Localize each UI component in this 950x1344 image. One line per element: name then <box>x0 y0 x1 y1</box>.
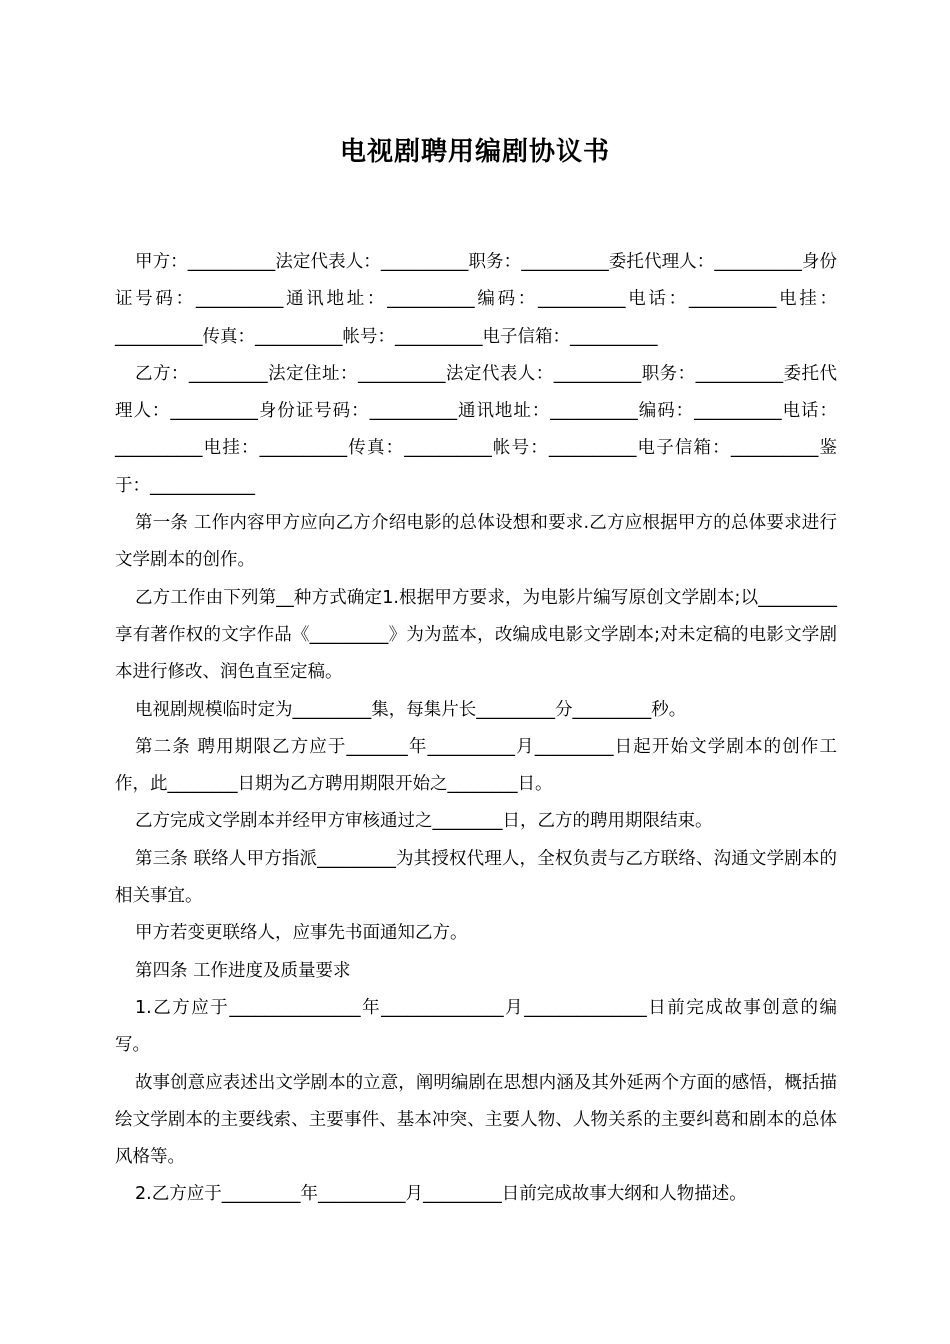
paragraph-article-4: 第四条 工作进度及质量要求 <box>135 960 351 981</box>
paragraph-article-1: 第一条 工作内容甲方应向乙方介绍电影的总体设想和要求.乙方应根据甲方的总体要求进行文学剧本的创作。 <box>115 513 837 571</box>
paragraph-item-1: 1.乙方应于_______________年______________月______________日前完成故事创意的编写。 <box>115 997 837 1056</box>
document-body <box>115 244 837 1214</box>
paragraph-story-idea: 故事创意应表述出文学剧本的立意，阐明编剧在思想内涵及其外延两个方面的感悟，概括描绘文学剧本的主要线索、主要事件、基本冲突、主要人物、人物关系的主要纠葛和剧本的总体风格等。 <box>115 1072 837 1168</box>
paragraph-party-a: 甲方：__________法定代表人：__________职务：__________委托代理人：__________身份证号码：__________通讯地址：__________编码：__________电话：__________电挂：__________传真：__________帐号：__________电子信箱：__________ <box>115 252 837 347</box>
document-title: 电视剧聘用编剧协议书 <box>339 137 610 167</box>
paragraph-article-3: 第三条 联络人甲方指派_________为其授权代理人，全权负责与乙方联络、沟通文学剧本的相关事宜。 <box>115 848 837 907</box>
paragraph-work-method: 乙方工作由下列第__种方式确定1.根据甲方要求，为电影片编写原创文学剧本;以_________享有著作权的文字作品《_________》为为蓝本，改编成电影文学剧本;对未定稿的电影文学剧本进行修改、润色直至定稿。 <box>115 587 837 683</box>
paragraph-item-2: 2.乙方应于_________年__________月_________日前完成故事大纲和人物描述。 <box>135 1184 747 1205</box>
paragraph-contact-change: 甲方若变更联络人，应事先书面通知乙方。 <box>135 923 468 944</box>
paragraph-article-2: 第二条 聘用期限乙方应于_______年__________月_________日起开始文学剧本的创作工作，此________日期为乙方聘用期限开始之________日。 <box>115 736 837 795</box>
paragraph-party-b: 乙方：_________法定住址：__________法定代表人：__________职务：__________委托代理人：__________身份证号码：__________通讯地址：__________编码：__________电话：__________电挂：__________传真：__________帐号：__________电子信箱：__________鉴于：____________ <box>115 363 837 496</box>
paragraph-series-scale: 电视剧规模临时定为_________集，每集片长_________分_________秒。 <box>135 699 687 720</box>
paragraph-term-end: 乙方完成文学剧本并经甲方审核通过之________日，乙方的聘用期限结束。 <box>135 811 713 832</box>
